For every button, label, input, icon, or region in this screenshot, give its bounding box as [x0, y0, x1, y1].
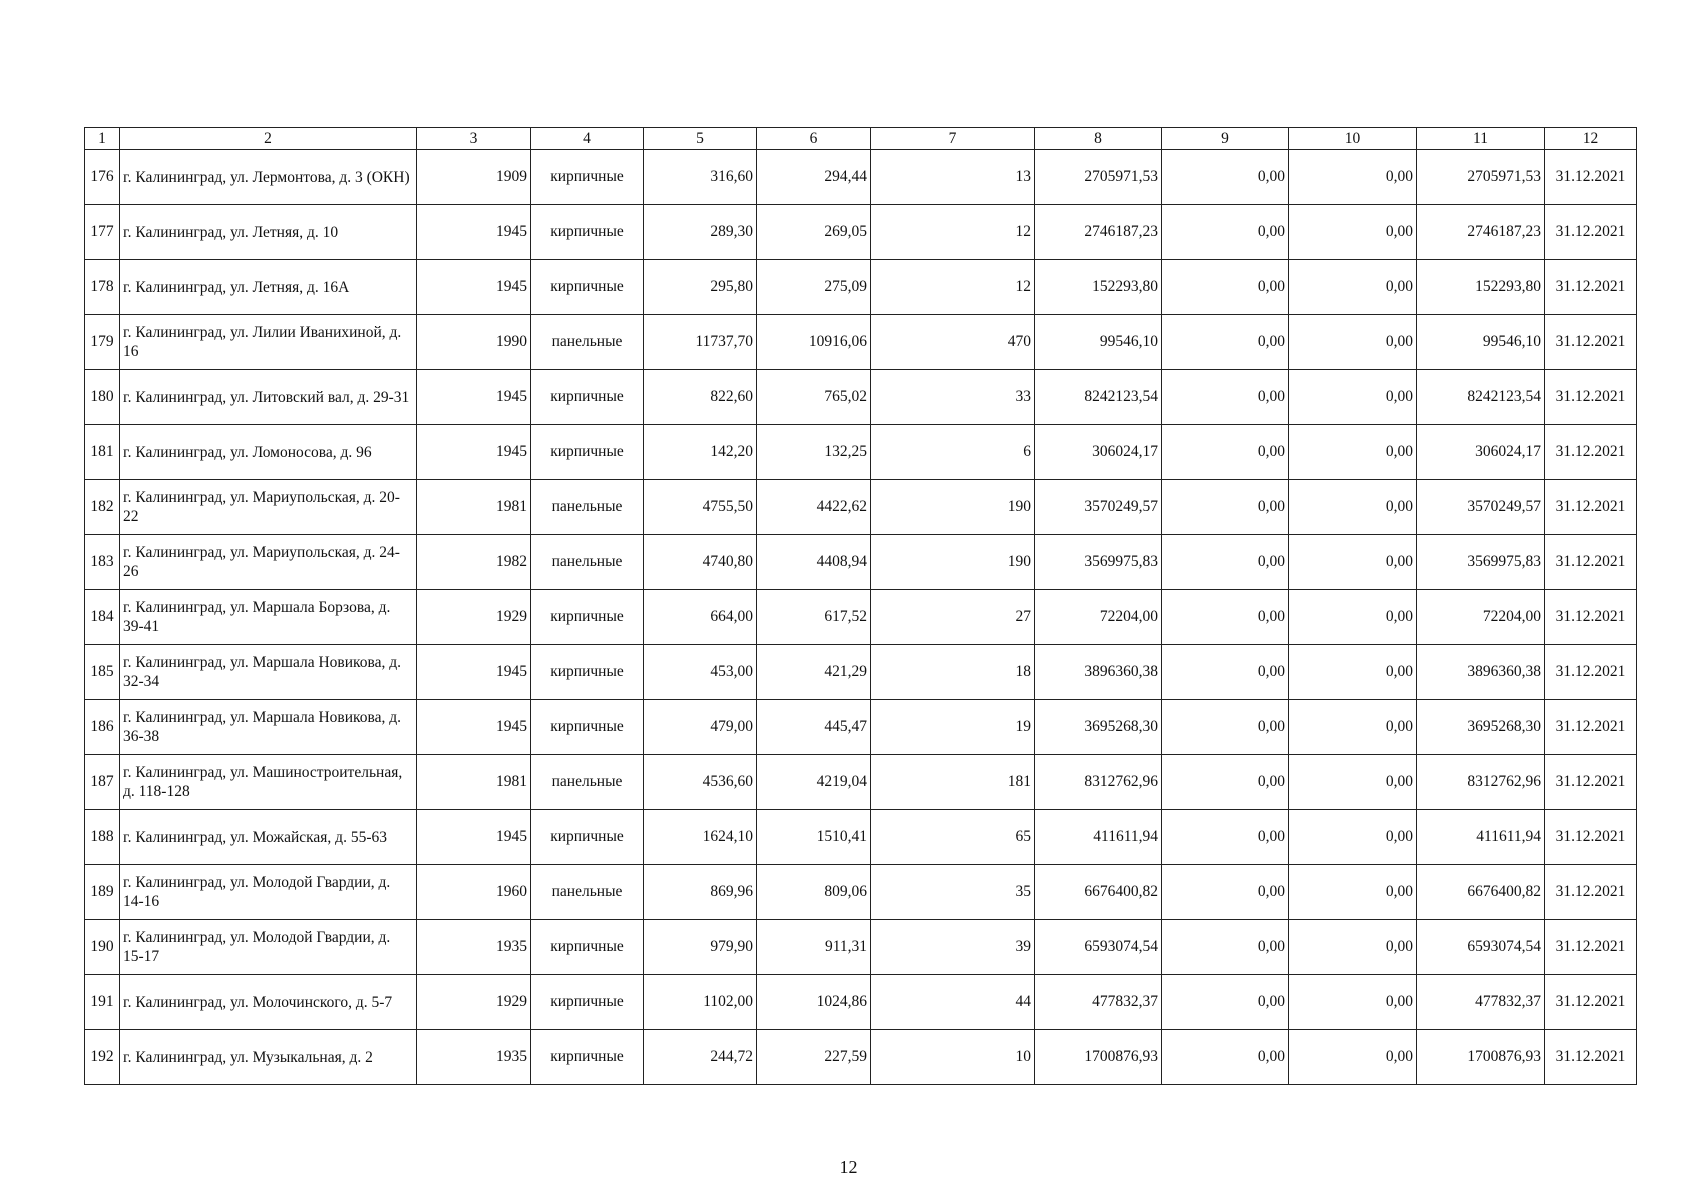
- col10-value-cell: 0,00: [1289, 975, 1417, 1030]
- col8-value-cell: 477832,37: [1035, 975, 1162, 1030]
- wall-material-cell: кирпичные: [531, 810, 644, 865]
- col8-value-cell: 72204,00: [1035, 590, 1162, 645]
- col5-value-cell: 11737,70: [644, 315, 757, 370]
- column-header: 3: [417, 128, 531, 150]
- date-cell: 31.12.2021: [1545, 150, 1637, 205]
- col6-value-cell: 421,29: [757, 645, 871, 700]
- date-cell: 31.12.2021: [1545, 590, 1637, 645]
- col6-value-cell: 275,09: [757, 260, 871, 315]
- col11-value-cell: 72204,00: [1417, 590, 1545, 645]
- column-header: 6: [757, 128, 871, 150]
- year-built-cell: 1945: [417, 425, 531, 480]
- row-number-cell: 176: [85, 150, 120, 205]
- wall-material-cell: кирпичные: [531, 700, 644, 755]
- col11-value-cell: 1700876,93: [1417, 1030, 1545, 1085]
- date-cell: 31.12.2021: [1545, 645, 1637, 700]
- address-cell: г. Калининград, ул. Лермонтова, д. 3 (ОКН): [120, 150, 417, 205]
- column-number-row: [85, 128, 1637, 150]
- col8-value-cell: 1700876,93: [1035, 1030, 1162, 1085]
- date-cell: 31.12.2021: [1545, 260, 1637, 315]
- row-number-cell: 187: [85, 755, 120, 810]
- col9-value-cell: 0,00: [1162, 700, 1289, 755]
- wall-material-cell: кирпичные: [531, 425, 644, 480]
- address-cell: г. Калининград, ул. Музыкальная, д. 2: [120, 1030, 417, 1085]
- col6-value-cell: 445,47: [757, 700, 871, 755]
- col6-value-cell: 4422,62: [757, 480, 871, 535]
- col10-value-cell: 0,00: [1289, 315, 1417, 370]
- wall-material-cell: панельные: [531, 315, 644, 370]
- col7-value-cell: 190: [871, 480, 1035, 535]
- table-row: [85, 205, 1637, 260]
- col5-value-cell: 479,00: [644, 700, 757, 755]
- col6-value-cell: 809,06: [757, 865, 871, 920]
- table-row: [85, 645, 1637, 700]
- table-row: [85, 590, 1637, 645]
- col11-value-cell: 99546,10: [1417, 315, 1545, 370]
- col8-value-cell: 3570249,57: [1035, 480, 1162, 535]
- col5-value-cell: 664,00: [644, 590, 757, 645]
- col5-value-cell: 822,60: [644, 370, 757, 425]
- year-built-cell: 1981: [417, 755, 531, 810]
- year-built-cell: 1945: [417, 700, 531, 755]
- year-built-cell: 1990: [417, 315, 531, 370]
- address-cell: г. Калининград, ул. Летняя, д. 10: [120, 205, 417, 260]
- row-number-cell: 181: [85, 425, 120, 480]
- col7-value-cell: 13: [871, 150, 1035, 205]
- column-header: 1: [85, 128, 120, 150]
- col6-value-cell: 269,05: [757, 205, 871, 260]
- col7-value-cell: 35: [871, 865, 1035, 920]
- column-header: 12: [1545, 128, 1637, 150]
- table-row: [85, 975, 1637, 1030]
- col7-value-cell: 18: [871, 645, 1035, 700]
- date-cell: 31.12.2021: [1545, 975, 1637, 1030]
- wall-material-cell: панельные: [531, 535, 644, 590]
- col7-value-cell: 12: [871, 260, 1035, 315]
- address-cell: г. Калининград, ул. Литовский вал, д. 29-31: [120, 370, 417, 425]
- wall-material-cell: кирпичные: [531, 1030, 644, 1085]
- col8-value-cell: 3695268,30: [1035, 700, 1162, 755]
- col11-value-cell: 2705971,53: [1417, 150, 1545, 205]
- col7-value-cell: 39: [871, 920, 1035, 975]
- table-row: [85, 480, 1637, 535]
- col7-value-cell: 10: [871, 1030, 1035, 1085]
- wall-material-cell: кирпичные: [531, 205, 644, 260]
- wall-material-cell: кирпичные: [531, 975, 644, 1030]
- date-cell: 31.12.2021: [1545, 700, 1637, 755]
- table-row: [85, 315, 1637, 370]
- address-cell: г. Калининград, ул. Маршала Новикова, д. 36-38: [120, 700, 417, 755]
- col10-value-cell: 0,00: [1289, 1030, 1417, 1085]
- date-cell: 31.12.2021: [1545, 425, 1637, 480]
- column-header: 4: [531, 128, 644, 150]
- col8-value-cell: 6676400,82: [1035, 865, 1162, 920]
- address-cell: г. Калининград, ул. Маршала Борзова, д. 39-41: [120, 590, 417, 645]
- col11-value-cell: 3569975,83: [1417, 535, 1545, 590]
- col9-value-cell: 0,00: [1162, 425, 1289, 480]
- row-number-cell: 185: [85, 645, 120, 700]
- col9-value-cell: 0,00: [1162, 810, 1289, 865]
- col6-value-cell: 911,31: [757, 920, 871, 975]
- column-header: 9: [1162, 128, 1289, 150]
- table-row: [85, 535, 1637, 590]
- col10-value-cell: 0,00: [1289, 480, 1417, 535]
- col11-value-cell: 6676400,82: [1417, 865, 1545, 920]
- col5-value-cell: 4740,80: [644, 535, 757, 590]
- year-built-cell: 1935: [417, 920, 531, 975]
- row-number-cell: 178: [85, 260, 120, 315]
- col10-value-cell: 0,00: [1289, 260, 1417, 315]
- address-cell: г. Калининград, ул. Мариупольская, д. 24-26: [120, 535, 417, 590]
- col11-value-cell: 411611,94: [1417, 810, 1545, 865]
- col5-value-cell: 4755,50: [644, 480, 757, 535]
- col10-value-cell: 0,00: [1289, 755, 1417, 810]
- year-built-cell: 1981: [417, 480, 531, 535]
- date-cell: 31.12.2021: [1545, 920, 1637, 975]
- row-number-cell: 180: [85, 370, 120, 425]
- column-header: 10: [1289, 128, 1417, 150]
- col8-value-cell: 2705971,53: [1035, 150, 1162, 205]
- table-row: [85, 260, 1637, 315]
- col7-value-cell: 190: [871, 535, 1035, 590]
- col9-value-cell: 0,00: [1162, 865, 1289, 920]
- table-row: [85, 700, 1637, 755]
- col7-value-cell: 33: [871, 370, 1035, 425]
- wall-material-cell: панельные: [531, 480, 644, 535]
- col8-value-cell: 152293,80: [1035, 260, 1162, 315]
- table-row: [85, 865, 1637, 920]
- column-header: 8: [1035, 128, 1162, 150]
- col11-value-cell: 3570249,57: [1417, 480, 1545, 535]
- col9-value-cell: 0,00: [1162, 315, 1289, 370]
- year-built-cell: 1945: [417, 645, 531, 700]
- col7-value-cell: 44: [871, 975, 1035, 1030]
- table-row: [85, 920, 1637, 975]
- col9-value-cell: 0,00: [1162, 975, 1289, 1030]
- date-cell: 31.12.2021: [1545, 810, 1637, 865]
- col11-value-cell: 3695268,30: [1417, 700, 1545, 755]
- col9-value-cell: 0,00: [1162, 1030, 1289, 1085]
- date-cell: 31.12.2021: [1545, 755, 1637, 810]
- col5-value-cell: 289,30: [644, 205, 757, 260]
- col8-value-cell: 6593074,54: [1035, 920, 1162, 975]
- row-number-cell: 183: [85, 535, 120, 590]
- row-number-cell: 190: [85, 920, 120, 975]
- address-cell: г. Калининград, ул. Молодой Гвардии, д. 15-17: [120, 920, 417, 975]
- year-built-cell: 1982: [417, 535, 531, 590]
- col11-value-cell: 2746187,23: [1417, 205, 1545, 260]
- col5-value-cell: 453,00: [644, 645, 757, 700]
- address-cell: г. Калининград, ул. Лилии Иванихиной, д. 16: [120, 315, 417, 370]
- col9-value-cell: 0,00: [1162, 150, 1289, 205]
- address-cell: г. Калининград, ул. Машиностроительная, д. 118-128: [120, 755, 417, 810]
- year-built-cell: 1909: [417, 150, 531, 205]
- date-cell: 31.12.2021: [1545, 535, 1637, 590]
- col9-value-cell: 0,00: [1162, 370, 1289, 425]
- table-row: [85, 755, 1637, 810]
- address-cell: г. Калининград, ул. Можайская, д. 55-63: [120, 810, 417, 865]
- col10-value-cell: 0,00: [1289, 590, 1417, 645]
- col11-value-cell: 3896360,38: [1417, 645, 1545, 700]
- col5-value-cell: 244,72: [644, 1030, 757, 1085]
- col10-value-cell: 0,00: [1289, 645, 1417, 700]
- wall-material-cell: кирпичные: [531, 150, 644, 205]
- col7-value-cell: 65: [871, 810, 1035, 865]
- date-cell: 31.12.2021: [1545, 865, 1637, 920]
- year-built-cell: 1945: [417, 370, 531, 425]
- col10-value-cell: 0,00: [1289, 920, 1417, 975]
- col7-value-cell: 19: [871, 700, 1035, 755]
- col11-value-cell: 8242123,54: [1417, 370, 1545, 425]
- col8-value-cell: 8312762,96: [1035, 755, 1162, 810]
- table-row: [85, 150, 1637, 205]
- col5-value-cell: 295,80: [644, 260, 757, 315]
- wall-material-cell: кирпичные: [531, 260, 644, 315]
- col6-value-cell: 1024,86: [757, 975, 871, 1030]
- table-row: [85, 425, 1637, 480]
- year-built-cell: 1945: [417, 810, 531, 865]
- address-cell: г. Калининград, ул. Молочинского, д. 5-7: [120, 975, 417, 1030]
- row-number-cell: 184: [85, 590, 120, 645]
- wall-material-cell: кирпичные: [531, 645, 644, 700]
- date-cell: 31.12.2021: [1545, 1030, 1637, 1085]
- col10-value-cell: 0,00: [1289, 425, 1417, 480]
- wall-material-cell: кирпичные: [531, 370, 644, 425]
- row-number-cell: 191: [85, 975, 120, 1030]
- row-number-cell: 188: [85, 810, 120, 865]
- page-number: 12: [839, 1157, 858, 1177]
- col6-value-cell: 617,52: [757, 590, 871, 645]
- address-cell: г. Калининград, ул. Маршала Новикова, д. 32-34: [120, 645, 417, 700]
- col5-value-cell: 142,20: [644, 425, 757, 480]
- column-header: 2: [120, 128, 417, 150]
- col10-value-cell: 0,00: [1289, 150, 1417, 205]
- col5-value-cell: 1102,00: [644, 975, 757, 1030]
- row-number-cell: 192: [85, 1030, 120, 1085]
- row-number-cell: 179: [85, 315, 120, 370]
- col7-value-cell: 470: [871, 315, 1035, 370]
- col10-value-cell: 0,00: [1289, 205, 1417, 260]
- address-cell: г. Калининград, ул. Ломоносова, д. 96: [120, 425, 417, 480]
- col10-value-cell: 0,00: [1289, 370, 1417, 425]
- col6-value-cell: 4408,94: [757, 535, 871, 590]
- col8-value-cell: 306024,17: [1035, 425, 1162, 480]
- address-cell: г. Калининград, ул. Молодой Гвардии, д. 14-16: [120, 865, 417, 920]
- col10-value-cell: 0,00: [1289, 700, 1417, 755]
- col6-value-cell: 10916,06: [757, 315, 871, 370]
- housing-register-table: [84, 127, 1637, 1085]
- col10-value-cell: 0,00: [1289, 535, 1417, 590]
- col5-value-cell: 979,90: [644, 920, 757, 975]
- col6-value-cell: 294,44: [757, 150, 871, 205]
- year-built-cell: 1935: [417, 1030, 531, 1085]
- col11-value-cell: 8312762,96: [1417, 755, 1545, 810]
- col9-value-cell: 0,00: [1162, 535, 1289, 590]
- wall-material-cell: панельные: [531, 865, 644, 920]
- col9-value-cell: 0,00: [1162, 920, 1289, 975]
- col7-value-cell: 6: [871, 425, 1035, 480]
- col9-value-cell: 0,00: [1162, 480, 1289, 535]
- table-row: [85, 370, 1637, 425]
- col6-value-cell: 1510,41: [757, 810, 871, 865]
- row-number-cell: 189: [85, 865, 120, 920]
- col7-value-cell: 181: [871, 755, 1035, 810]
- col7-value-cell: 12: [871, 205, 1035, 260]
- row-number-cell: 186: [85, 700, 120, 755]
- col6-value-cell: 132,25: [757, 425, 871, 480]
- wall-material-cell: кирпичные: [531, 920, 644, 975]
- col8-value-cell: 411611,94: [1035, 810, 1162, 865]
- col7-value-cell: 27: [871, 590, 1035, 645]
- date-cell: 31.12.2021: [1545, 480, 1637, 535]
- col5-value-cell: 1624,10: [644, 810, 757, 865]
- year-built-cell: 1960: [417, 865, 531, 920]
- col5-value-cell: 316,60: [644, 150, 757, 205]
- col6-value-cell: 227,59: [757, 1030, 871, 1085]
- col11-value-cell: 6593074,54: [1417, 920, 1545, 975]
- col9-value-cell: 0,00: [1162, 590, 1289, 645]
- col9-value-cell: 0,00: [1162, 205, 1289, 260]
- col10-value-cell: 0,00: [1289, 865, 1417, 920]
- row-number-cell: 177: [85, 205, 120, 260]
- table-row: [85, 1030, 1637, 1085]
- table-row: [85, 810, 1637, 865]
- column-header: 5: [644, 128, 757, 150]
- column-header: 11: [1417, 128, 1545, 150]
- row-number-cell: 182: [85, 480, 120, 535]
- wall-material-cell: панельные: [531, 755, 644, 810]
- date-cell: 31.12.2021: [1545, 370, 1637, 425]
- year-built-cell: 1929: [417, 590, 531, 645]
- col8-value-cell: 2746187,23: [1035, 205, 1162, 260]
- address-cell: г. Калининград, ул. Мариупольская, д. 20-22: [120, 480, 417, 535]
- col8-value-cell: 3569975,83: [1035, 535, 1162, 590]
- col6-value-cell: 4219,04: [757, 755, 871, 810]
- table-body: [85, 150, 1637, 1085]
- col5-value-cell: 869,96: [644, 865, 757, 920]
- col8-value-cell: 3896360,38: [1035, 645, 1162, 700]
- column-header: 7: [871, 128, 1035, 150]
- col10-value-cell: 0,00: [1289, 810, 1417, 865]
- year-built-cell: 1929: [417, 975, 531, 1030]
- col8-value-cell: 99546,10: [1035, 315, 1162, 370]
- col6-value-cell: 765,02: [757, 370, 871, 425]
- year-built-cell: 1945: [417, 205, 531, 260]
- col5-value-cell: 4536,60: [644, 755, 757, 810]
- col9-value-cell: 0,00: [1162, 260, 1289, 315]
- address-cell: г. Калининград, ул. Летняя, д. 16А: [120, 260, 417, 315]
- col9-value-cell: 0,00: [1162, 645, 1289, 700]
- wall-material-cell: кирпичные: [531, 590, 644, 645]
- col8-value-cell: 8242123,54: [1035, 370, 1162, 425]
- col11-value-cell: 306024,17: [1417, 425, 1545, 480]
- date-cell: 31.12.2021: [1545, 315, 1637, 370]
- col9-value-cell: 0,00: [1162, 755, 1289, 810]
- col11-value-cell: 477832,37: [1417, 975, 1545, 1030]
- year-built-cell: 1945: [417, 260, 531, 315]
- col11-value-cell: 152293,80: [1417, 260, 1545, 315]
- date-cell: 31.12.2021: [1545, 205, 1637, 260]
